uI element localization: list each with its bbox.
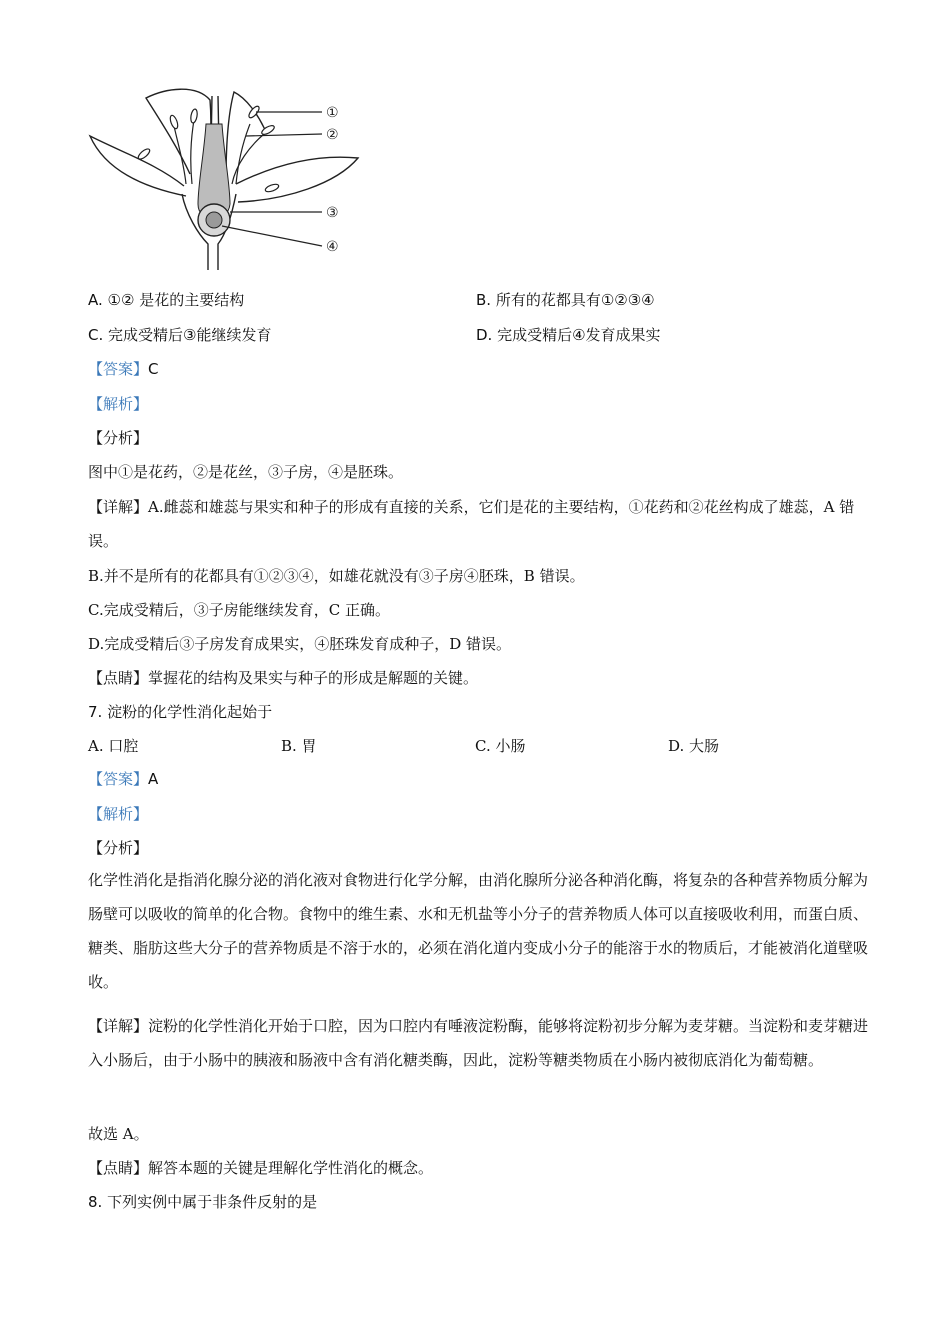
q7-answer: [88, 769, 878, 789]
q6-fenxi-text: 图中①是花药，②是花丝，③子房，④是胚珠。: [88, 463, 404, 481]
ovule: [206, 212, 222, 228]
right-petal: [236, 157, 358, 202]
q7-stem: 7. 淀粉的化学性消化起始于: [88, 703, 273, 721]
q7-fenxi-tag: 【分析】: [88, 839, 149, 857]
q7-option-d: D. 大肠: [668, 737, 720, 755]
q6-line-c: C.完成受精后，③子房能继续发育，C 正确。: [88, 601, 390, 619]
q6-detail: 【详解】A.雌蕊和雄蕊与果实和种子的形成有直接的关系，它们是花的主要结构，①花药和②花丝构成了雄蕊，A 错误。: [88, 498, 855, 550]
label-2: ②: [326, 127, 339, 143]
q6-fenxi-tag: 【分析】: [88, 429, 149, 447]
q6-dianjing: 【点睛】掌握花的结构及果实与种子的形成是解题的关键。: [88, 669, 479, 687]
answer-value: A: [148, 770, 159, 788]
answer-tag: 【答案】: [88, 360, 149, 378]
anther: [190, 109, 198, 124]
anther: [169, 114, 179, 129]
answer-tag: 【答案】: [88, 770, 149, 788]
answer-value: C: [148, 360, 159, 378]
q7-detail: 【详解】淀粉的化学性消化开始于口腔，因为口腔内有唾液淀粉酶，能够将淀粉初步分解为麦芽糖。当淀粉和麦芽糖进入小肠后，由于小肠中的胰液和肠液中含有消化糖类酶，因此，淀粉等糖类物质在小肠内被彻底消化为葡萄糖。: [88, 1017, 869, 1069]
q7-fenxi-text: 化学性消化是指消化腺分泌的消化液对食物进行化学分解，由消化腺所分泌各种消化酶，将复杂的各种营养物质分解为肠壁可以吸收的简单的化合物。食物中的维生素、水和无机盐等小分子的营养物质人体可以直接吸收利用，而蛋白质、糖类、脂肪这些大分子的营养物质是不溶于水的，必须在消化道内变成小分子的能溶于水的物质后，才能被消化道壁吸收。: [88, 871, 869, 991]
label-4: ④: [326, 239, 339, 255]
q7-option-c: C. 小肠: [475, 737, 526, 755]
q6-option-c: C. 完成受精后③能继续发育: [88, 326, 272, 344]
q6-line-b: B.并不是所有的花都具有①②③④，如雄花就没有③子房④胚珠，B 错误。: [88, 567, 585, 585]
q7-choose: 故选 A。: [88, 1125, 149, 1143]
left-petal: [90, 136, 186, 196]
q6-option-a: A. ①② 是花的主要结构: [88, 291, 245, 309]
q7-analysis-tag: 【解析】: [88, 805, 149, 823]
anther: [264, 183, 279, 193]
q8-stem: 8. 下列实例中属于非条件反射的是: [88, 1193, 318, 1211]
q6-option-b: B. 所有的花都具有①②③④: [476, 291, 655, 309]
flower-structure-diagram: [86, 84, 362, 270]
q6-line-d: D.完成受精后③子房发育成果实，④胚珠发育成种子，D 错误。: [88, 635, 512, 653]
q7-dianjing: 【点睛】解答本题的关键是理解化学性消化的概念。: [88, 1159, 434, 1177]
anther: [137, 147, 152, 161]
q6-analysis-tag: 【解析】: [88, 395, 149, 413]
q6-answer: [88, 359, 878, 379]
q7-option-a: A. 口腔: [88, 737, 139, 755]
label-3: ③: [326, 205, 339, 221]
label-1: ①: [326, 105, 339, 121]
q6-option-d: D. 完成受精后④发育成果实: [476, 326, 661, 344]
q7-option-b: B. 胃: [281, 737, 317, 755]
